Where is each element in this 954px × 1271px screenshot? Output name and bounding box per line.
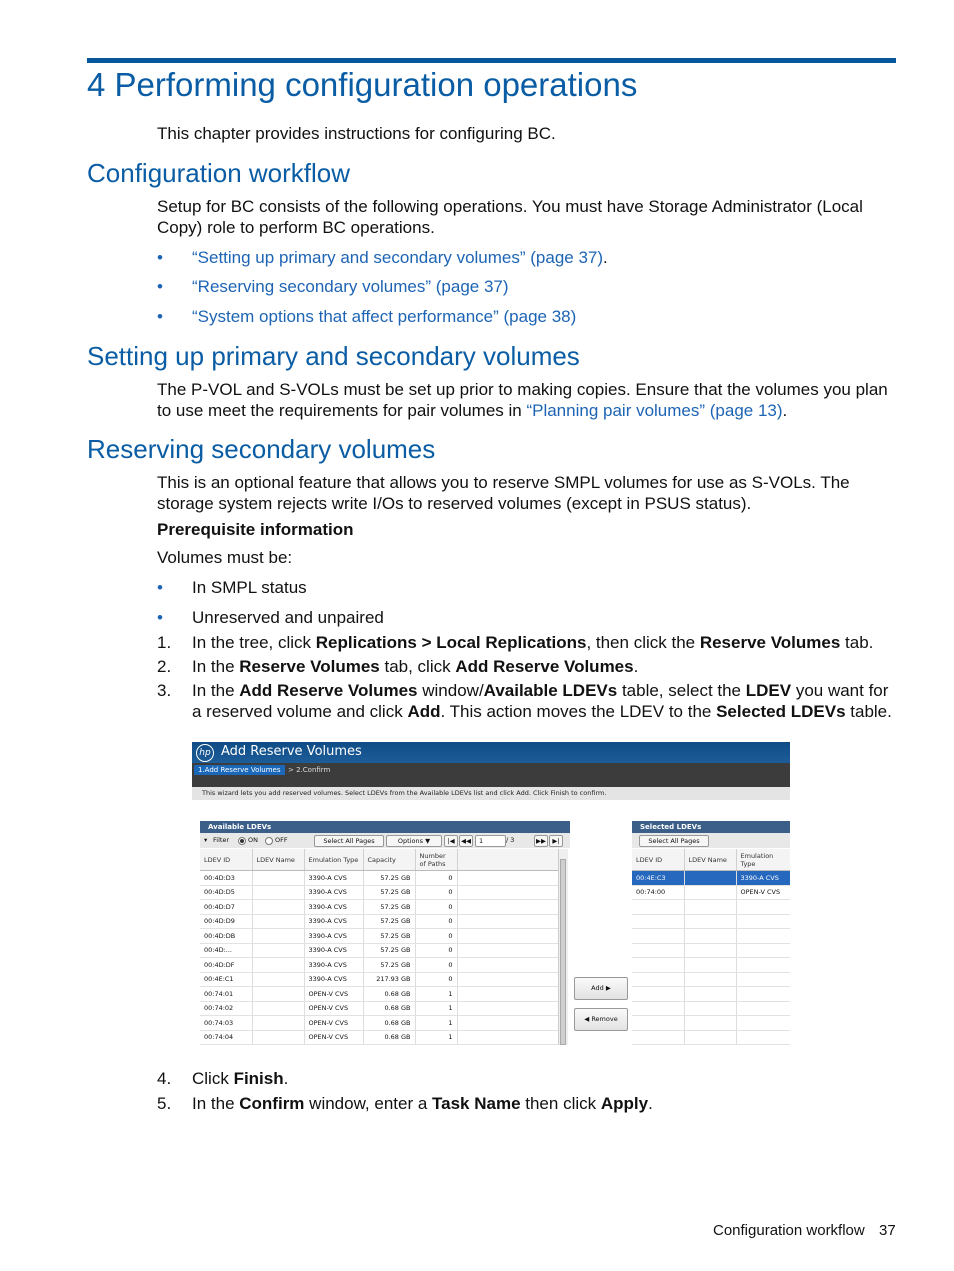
available-cell: 3390-A CVS [304, 885, 363, 900]
selected-empty-row [632, 900, 790, 915]
condition-text: In SMPL status [192, 578, 307, 597]
window-title: Add Reserve Volumes [221, 744, 362, 759]
available-cell: 0 [415, 914, 457, 929]
available-ldev-row[interactable] [200, 972, 558, 987]
col-ldev-name[interactable]: LDEV Name [252, 849, 304, 871]
selected-empty-cell [736, 972, 790, 987]
setup-text-end: . [782, 401, 788, 420]
available-ldev-row[interactable] [200, 958, 558, 973]
available-cell: 0 [415, 943, 457, 958]
selected-empty-row [632, 1016, 790, 1031]
bullet-glyph: • [157, 578, 163, 597]
selected-empty-cell [632, 1016, 684, 1031]
available-cell: 00:4D:D9 [200, 914, 252, 929]
available-cell: 0 [415, 972, 457, 987]
available-cell: 00:4D:D3 [200, 871, 252, 886]
prerequisite-heading: Prerequisite information [157, 520, 354, 539]
setup-paragraph [157, 379, 897, 421]
step-4 [157, 1068, 897, 1089]
available-cell: 57.25 GB [363, 914, 415, 929]
condition-smpl [157, 577, 307, 598]
available-cell: 0 [415, 885, 457, 900]
col-capacity[interactable]: Capacity [363, 849, 415, 871]
selected-empty-cell [736, 900, 790, 915]
available-cell: 3390-A CVS [304, 958, 363, 973]
available-cell: 00:4D:... [200, 943, 252, 958]
bullet-glyph: • [157, 608, 163, 627]
selected-empty-cell [632, 914, 684, 929]
available-scroll-thumb[interactable] [560, 859, 566, 1045]
available-cell: OPEN-V CVS [304, 987, 363, 1002]
workflow-bullet-2 [157, 276, 509, 297]
bullet-glyph: • [157, 248, 163, 267]
selected-empty-cell [736, 1030, 790, 1045]
available-spacer-cell [457, 943, 558, 958]
step-text: In the Add Reserve Volumes window/Available LDEVs table, select the LDEV you want for a reserved volume and click Add. This action moves the LDEV to the Selected LDEVs table. [192, 681, 892, 721]
selected-empty-row [632, 1030, 790, 1045]
selected-empty-cell [736, 943, 790, 958]
available-spacer-cell [457, 914, 558, 929]
available-cell [252, 929, 304, 944]
selected-cell: 00:74:00 [632, 885, 684, 900]
available-cell: 0 [415, 900, 457, 915]
available-toolbar [200, 833, 570, 848]
selected-empty-row [632, 987, 790, 1002]
selected-empty-row [632, 914, 790, 929]
selected-cell [684, 885, 736, 900]
wizard-breadcrumb [192, 763, 790, 787]
available-cell: 217.93 GB [363, 972, 415, 987]
selected-empty-row [632, 958, 790, 973]
filter-on-label: ON [248, 836, 258, 844]
available-cell: 00:74:03 [200, 1016, 252, 1031]
available-cell: 0 [415, 929, 457, 944]
available-cell: 3390-A CVS [304, 871, 363, 886]
available-cell: 57.25 GB [363, 885, 415, 900]
volumes-must-be: Volumes must be: [157, 548, 293, 567]
selected-empty-cell [736, 929, 790, 944]
available-ldev-row[interactable] [200, 987, 558, 1002]
sel-col-emulation-type[interactable]: Emulation Type [736, 849, 790, 871]
available-cell: 00:4D:D7 [200, 900, 252, 915]
available-spacer-cell [457, 1030, 558, 1045]
available-cell: 1 [415, 1016, 457, 1031]
available-spacer-cell [457, 871, 558, 886]
link-system-options[interactable]: “System options that affect performance” (page 38) [192, 307, 577, 326]
step-1 [157, 632, 897, 653]
link-reserving-volumes[interactable]: “Reserving secondary volumes” (page 37) [192, 277, 509, 296]
first-page-icon[interactable]: |◀ [444, 835, 458, 847]
available-cell: 00:74:02 [200, 1001, 252, 1016]
step-text: Click Finish. [192, 1069, 289, 1088]
selected-empty-cell [684, 943, 736, 958]
heading-setting-up-volumes: Setting up primary and secondary volumes [87, 341, 580, 371]
selected-empty-cell [632, 987, 684, 1002]
available-cell: 3390-A CVS [304, 972, 363, 987]
selected-empty-cell [684, 1001, 736, 1016]
step-5 [157, 1093, 897, 1114]
available-cell: 1 [415, 1001, 457, 1016]
bullet-glyph: • [157, 307, 163, 326]
filter-off-label: OFF [275, 836, 288, 844]
footer-section: Configuration workflow [713, 1222, 865, 1239]
chapter-rule [87, 58, 896, 63]
step-3 [157, 680, 897, 722]
available-ldev-row[interactable] [200, 1001, 558, 1016]
available-ldev-row[interactable] [200, 1030, 558, 1045]
available-cell: 1 [415, 1030, 457, 1045]
selected-empty-cell [632, 1001, 684, 1016]
available-cell [252, 1030, 304, 1045]
available-ldev-row[interactable] [200, 914, 558, 929]
col-number-of-paths[interactable]: Number of Paths [415, 849, 457, 871]
selected-cell: 3390-A CVS [736, 871, 790, 886]
available-cell [252, 914, 304, 929]
selected-empty-cell [684, 1016, 736, 1031]
link-setting-up-volumes[interactable]: “Setting up primary and secondary volumes” (page 37) [192, 248, 604, 267]
available-header-row [200, 849, 558, 871]
available-cell: 0 [415, 871, 457, 886]
select-all-pages-button[interactable]: Select All Pages [314, 835, 384, 847]
available-ldevs-table [200, 849, 559, 1045]
filter-on-radio[interactable] [238, 837, 246, 845]
available-spacer-cell [457, 972, 558, 987]
available-cell: 00:74:01 [200, 987, 252, 1002]
available-cell [252, 1016, 304, 1031]
col-ldev-id[interactable]: LDEV ID [200, 849, 252, 871]
setup-text: The P-VOL and S-VOLs must be set up prior to making copies. Ensure that the volumes you plan to use meet the requirements for pair volumes in [157, 380, 888, 420]
available-spacer-cell [457, 958, 558, 973]
selected-empty-cell [684, 972, 736, 987]
available-ldev-row[interactable] [200, 1016, 558, 1031]
selected-empty-cell [736, 914, 790, 929]
crumb-step-add[interactable]: 1.Add Reserve Volumes [194, 765, 285, 775]
available-cell: 0.68 GB [363, 987, 415, 1002]
available-ldev-row[interactable] [200, 943, 558, 958]
step-text: In the Confirm window, enter a Task Name then click Apply. [192, 1094, 653, 1113]
available-cell: OPEN-V CVS [304, 1016, 363, 1031]
next-page-icon[interactable]: ▶▶ [536, 837, 546, 845]
available-cell: 00:74:04 [200, 1030, 252, 1045]
selected-cell: 00:4E:C3 [632, 871, 684, 886]
available-spacer-cell [457, 1016, 558, 1031]
available-spacer-cell [457, 900, 558, 915]
step-text: In the tree, click Replications > Local Replications, then click the Reserve Volumes tab. [192, 633, 874, 652]
add-reserve-volumes-screenshot [192, 742, 790, 1045]
selected-empty-cell [736, 987, 790, 1002]
crumb-step-confirm[interactable]: > 2.Confirm [288, 766, 331, 774]
available-cell: 57.25 GB [363, 929, 415, 944]
selected-cell [684, 871, 736, 886]
available-cell: 0 [415, 958, 457, 973]
available-cell: 00:4D:D5 [200, 885, 252, 900]
workflow-bullet-3 [157, 306, 576, 327]
filter-label: Filter [213, 836, 230, 844]
available-ldev-row[interactable] [200, 900, 558, 915]
selected-empty-cell [684, 900, 736, 915]
available-cell: 00:4D:DB [200, 929, 252, 944]
heading-configuration-workflow: Configuration workflow [87, 158, 351, 188]
workflow-paragraph: Setup for BC consists of the following operations. You must have Storage Administrator (Local Copy) role to perform BC operations. [157, 197, 863, 237]
selected-empty-row [632, 972, 790, 987]
selected-empty-row [632, 943, 790, 958]
available-cell [252, 1001, 304, 1016]
selected-ldevs-header: Selected LDEVs [632, 821, 790, 833]
add-button[interactable]: Add ▶ [574, 977, 628, 1000]
available-cell [252, 943, 304, 958]
available-cell [252, 972, 304, 987]
heading-reserving-volumes: Reserving secondary volumes [87, 434, 436, 464]
workflow-bullet-1 [157, 247, 608, 268]
col-emulation-type[interactable]: Emulation Type [304, 849, 363, 871]
sel-col-ldev-id[interactable]: LDEV ID [632, 849, 684, 871]
available-ldevs-body [200, 871, 558, 1045]
wizard-instructions: This wizard lets you add reserved volumes. Select LDEVs from the Available LDEVs list and click Add. Click Finish to confirm. [192, 787, 790, 800]
condition-text: Unreserved and unpaired [192, 608, 384, 627]
window-title-bar [192, 742, 790, 763]
available-spacer-cell [457, 885, 558, 900]
prev-page-icon[interactable]: ◀◀ [461, 837, 471, 845]
selected-toolbar [632, 833, 790, 848]
available-cell [252, 900, 304, 915]
sel-col-ldev-name[interactable]: LDEV Name [684, 849, 736, 871]
selected-empty-cell [632, 1030, 684, 1045]
selected-cell: OPEN-V CVS [736, 885, 790, 900]
available-scrollbar[interactable] [558, 849, 568, 1045]
available-ldev-row[interactable] [200, 885, 558, 900]
selected-empty-cell [736, 1016, 790, 1031]
selected-select-all-button[interactable]: Select All Pages [639, 835, 709, 847]
selected-empty-cell [632, 900, 684, 915]
available-cell: OPEN-V CVS [304, 1001, 363, 1016]
selected-empty-cell [736, 958, 790, 973]
bullet-tail: . [603, 248, 608, 267]
available-cell: 0.68 GB [363, 1030, 415, 1045]
selected-empty-row [632, 929, 790, 944]
available-cell: 0.68 GB [363, 1001, 415, 1016]
step-number: 3. [157, 681, 172, 700]
col-spacer [457, 849, 558, 871]
link-planning-pair-volumes[interactable]: “Planning pair volumes” (page 13) [526, 401, 783, 420]
available-cell: 57.25 GB [363, 871, 415, 886]
selected-ldev-row[interactable] [632, 885, 790, 900]
reserve-paragraph: This is an optional feature that allows you to reserve SMPL volumes for use as S-VOLs. The storage system rejects write I/Os to reserved volumes (except in PSUS status). [157, 473, 850, 513]
available-cell: 00:4E:C1 [200, 972, 252, 987]
selected-empty-cell [632, 943, 684, 958]
available-cell: 57.25 GB [363, 900, 415, 915]
remove-button[interactable]: ◀ Remove [574, 1008, 628, 1031]
chapter-title: 4 Performing configuration operations [87, 66, 638, 103]
filter-off-radio[interactable] [265, 837, 273, 845]
selected-ldev-row[interactable] [632, 871, 790, 886]
available-cell: 0.68 GB [363, 1016, 415, 1031]
step-number: 1. [157, 633, 172, 652]
available-spacer-cell [457, 987, 558, 1002]
options-button[interactable]: Options ▼ [386, 835, 442, 847]
step-number: 5. [157, 1094, 172, 1113]
selected-ldevs-body [632, 871, 790, 1045]
bullet-glyph: • [157, 277, 163, 296]
footer-page-number: 37 [879, 1222, 896, 1239]
step-text: In the Reserve Volumes tab, click Add Reserve Volumes. [192, 657, 639, 676]
selected-empty-cell [684, 929, 736, 944]
page-number-input[interactable]: 1 [475, 835, 506, 847]
step-number: 4. [157, 1069, 172, 1088]
available-spacer-cell [457, 1001, 558, 1016]
selected-ldevs-table [632, 849, 790, 1045]
selected-empty-cell [632, 929, 684, 944]
selected-empty-cell [684, 987, 736, 1002]
last-page-icon[interactable]: ▶| [549, 835, 563, 847]
step-number: 2. [157, 657, 172, 676]
selected-empty-cell [632, 958, 684, 973]
hp-logo-icon: hp [196, 744, 214, 762]
available-cell: 3390-A CVS [304, 943, 363, 958]
available-cell: 57.25 GB [363, 943, 415, 958]
available-ldev-row[interactable] [200, 871, 558, 886]
selected-empty-cell [632, 972, 684, 987]
available-cell: 3390-A CVS [304, 929, 363, 944]
selected-empty-cell [684, 914, 736, 929]
selected-empty-cell [684, 1030, 736, 1045]
available-cell [252, 885, 304, 900]
available-cell: OPEN-V CVS [304, 1030, 363, 1045]
available-cell: 3390-A CVS [304, 900, 363, 915]
available-cell: 3390-A CVS [304, 914, 363, 929]
chapter-intro: This chapter provides instructions for configuring BC. [157, 124, 556, 143]
selected-header-row [632, 849, 790, 871]
available-cell [252, 987, 304, 1002]
available-cell [252, 958, 304, 973]
available-cell: 00:4D:DF [200, 958, 252, 973]
selected-empty-cell [684, 958, 736, 973]
available-cell [252, 871, 304, 886]
filter-icon: ▾ [204, 836, 208, 844]
available-cell: 1 [415, 987, 457, 1002]
condition-unreserved [157, 607, 384, 628]
selected-empty-row [632, 1001, 790, 1016]
available-cell: 57.25 GB [363, 958, 415, 973]
page-total: / 3 [506, 836, 515, 844]
available-spacer-cell [457, 929, 558, 944]
selected-empty-cell [736, 1001, 790, 1016]
available-ldev-row[interactable] [200, 929, 558, 944]
available-ldevs-header: Available LDEVs [200, 821, 570, 833]
step-2 [157, 656, 897, 677]
